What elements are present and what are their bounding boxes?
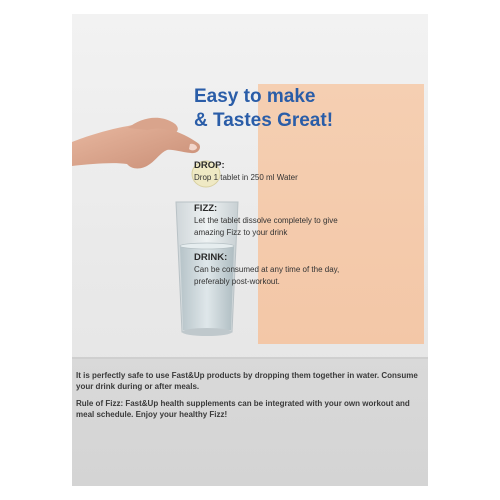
step-fizz-text: Let the tablet dissolve completely to give amazing Fizz to your drink	[194, 216, 338, 237]
step-fizz-heading: FIZZ:	[194, 203, 218, 214]
step-drop-heading: DROP:	[194, 160, 225, 171]
step-drop-text: Drop 1 tablet in 250 ml Water	[194, 173, 298, 182]
headline-line-2: & Tastes Great!	[194, 110, 334, 131]
step-drink-text: Can be consumed at any time of the day, preferably post-workout.	[194, 265, 340, 286]
footer-paragraph-2: Rule of Fizz: Fast&Up health supplements can be integrated with your own workout and meal schedule. Enjoy your healthy Fizz!	[76, 399, 410, 419]
headline	[194, 85, 344, 133]
headline-line-1: Easy to make	[194, 86, 316, 107]
footer-paragraph-1: It is perfectly safe to use Fast&Up products by dropping them together in water. Consume your drink during or after meals.	[76, 371, 418, 391]
step-drink-heading: DRINK:	[194, 252, 228, 263]
